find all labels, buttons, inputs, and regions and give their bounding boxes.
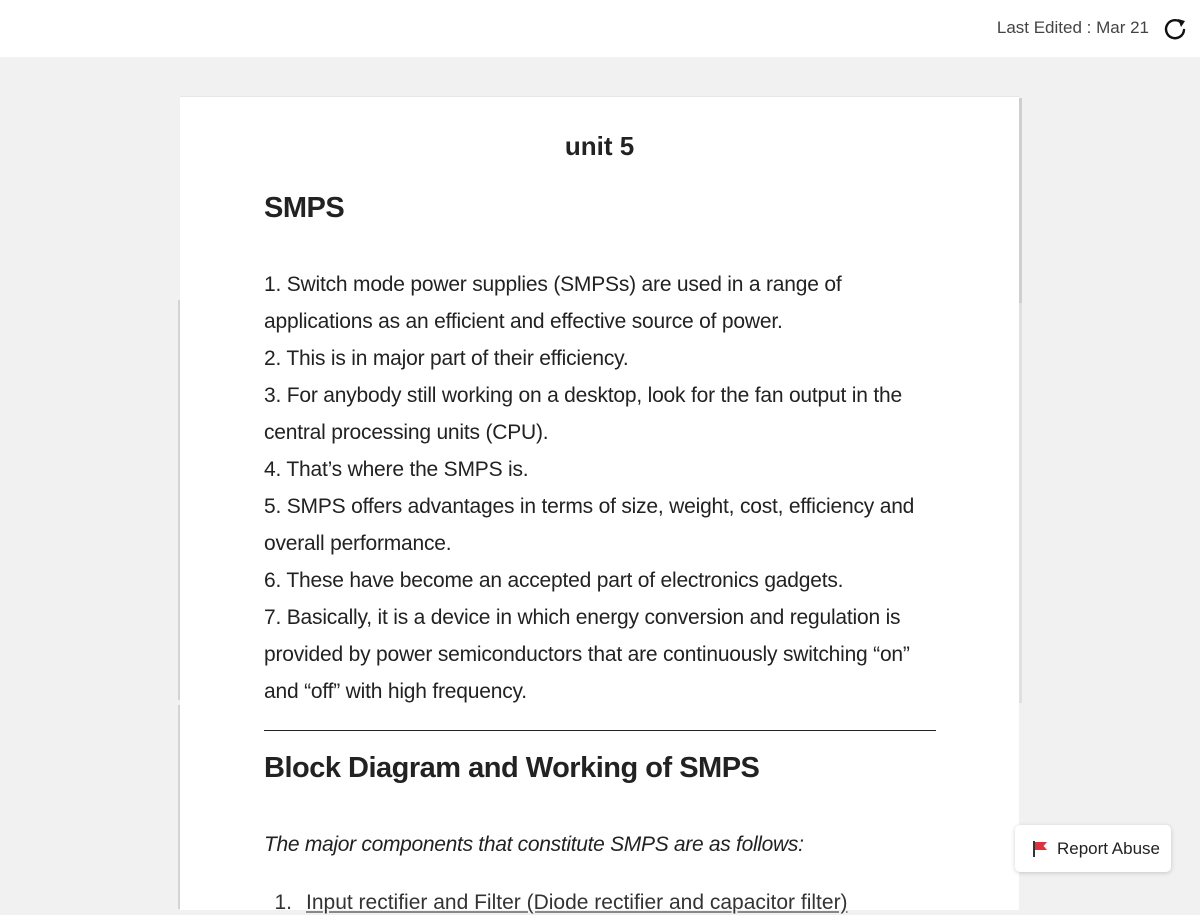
subsection-heading: Block Diagram and Working of SMPS	[264, 752, 760, 784]
paragraph-5: 5. SMPS offers advantages in terms of size, weight, cost, efficiency and overall performance.	[264, 495, 915, 555]
list-item	[264, 891, 848, 915]
paragraph-3: 3. For anybody still working on a desktop, look for the fan output in the central processing units (CPU).	[264, 384, 902, 444]
document-page	[180, 96, 1019, 914]
section-heading: SMPS	[264, 192, 345, 224]
paragraph-2: 2. This is in major part of their efficiency.	[264, 347, 629, 370]
paragraph-1: 1. Switch mode power supplies (SMPSs) are used in a range of applications as an efficient and effective source of power.	[264, 273, 842, 333]
list-item-text: Input rectifier and Filter (Diode rectifier and capacitor filter)	[306, 891, 848, 914]
list-item-number: 1.	[274, 891, 292, 914]
report-abuse-label: Report Abuse	[1057, 838, 1161, 858]
refresh-icon[interactable]	[1162, 16, 1188, 42]
report-abuse-button[interactable]	[1015, 825, 1171, 872]
component-list	[264, 891, 848, 915]
page-title: unit 5	[564, 131, 635, 161]
page-edge-right	[1019, 98, 1022, 303]
page-edge-right-mid	[1019, 303, 1022, 703]
top-bar	[0, 0, 1200, 57]
last-edited-label: Last Edited : Mar 21	[996, 18, 1149, 37]
intro-text: The major components that constitute SMPS are as follows:	[264, 833, 804, 856]
paragraph-7: 7. Basically, it is a device in which energy conversion and regulation is provided by power semiconductors that are continuously switching “on” and “off” with high frequency.	[264, 606, 910, 703]
paragraph-6: 6. These have become an accepted part of electronics gadgets.	[264, 569, 844, 592]
body-paragraphs	[264, 266, 944, 710]
flag-icon	[1031, 840, 1049, 858]
paragraph-4: 4. That’s where the SMPS is.	[264, 458, 529, 481]
horizontal-divider	[264, 730, 936, 731]
